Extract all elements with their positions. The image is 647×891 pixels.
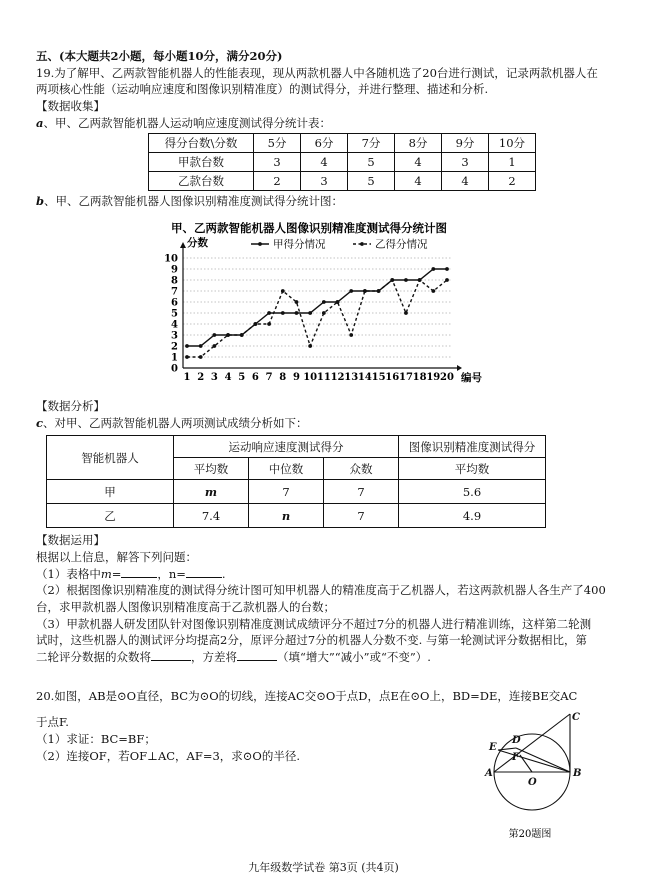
q1-end: . (221, 566, 226, 581)
q3-line-3 (36, 649, 614, 666)
x-tick-label: 3 (210, 372, 218, 383)
q3-b: ，方差将 (191, 650, 237, 665)
table-cell: 7.4 (174, 504, 249, 528)
q3-a: 二轮评分数据的众数将 (36, 650, 151, 665)
series-yi-point (377, 289, 381, 293)
apply-title: 【数据运用】 (36, 533, 105, 548)
x-tick-label: 2 (197, 372, 205, 383)
x-tick-label: 17 (398, 372, 413, 383)
series-jia-line (187, 269, 447, 346)
series-yi-point (254, 322, 258, 326)
table1-header-cell: 7分 (348, 134, 395, 153)
table1-header-cell: 6分 (301, 134, 348, 153)
table2-header (47, 436, 546, 458)
series-yi-point (418, 278, 422, 282)
table-cell: 4 (442, 172, 489, 191)
q3-c: （填“增大”“减小”或“不变”）. (277, 650, 431, 665)
robot-header: 智能机器人 (47, 436, 174, 480)
x-tick-label: 6 (251, 372, 259, 383)
table-cell: 甲 (47, 480, 174, 504)
series-yi-point (212, 344, 216, 348)
q20-part-1: （1）求证：BC=BF； (36, 732, 156, 747)
answer-blank[interactable] (121, 567, 157, 578)
table-cell: 乙款台数 (149, 172, 254, 191)
table-row (47, 480, 546, 504)
series-yi-point (185, 355, 189, 359)
x-tick-label: 1 (183, 372, 191, 383)
table-row (149, 153, 536, 172)
table-cell: 乙 (47, 504, 174, 528)
sub-header-cell: 平均数 (399, 458, 546, 480)
series-yi-point (295, 300, 299, 304)
table-cell: 4 (395, 172, 442, 191)
point-d-label: D (512, 735, 521, 746)
x-tick-label: 4 (224, 372, 232, 383)
series-jia-point (349, 289, 353, 293)
y-tick-label: 0 (171, 363, 178, 375)
analysis-table (46, 435, 546, 528)
table-cell: 3 (442, 153, 489, 172)
apply-intro: 根据以上信息，解答下列问题： (36, 550, 197, 565)
table-cell: 7 (324, 480, 399, 504)
b-text: 、甲、乙两款智能机器人图像识别精准度测试得分统计图： (44, 194, 344, 209)
x-tick-label: 10 (303, 372, 318, 383)
x-tick-label: 18 (412, 372, 427, 383)
table1-header-cell: 9分 (442, 134, 489, 153)
legend-marker (258, 242, 262, 246)
table-cell: 4 (301, 153, 348, 172)
table1-header-cell: 5分 (254, 134, 301, 153)
c-label: c (36, 415, 44, 430)
q20-line-2: 于点F. (36, 715, 69, 730)
line-of (520, 755, 532, 772)
b-label: b (36, 194, 45, 209)
series-jia-point (445, 267, 449, 271)
chart-title: 甲、乙两款智能机器人图像识别精准度测试得分统计图 (171, 221, 447, 235)
speed-score-table (148, 133, 536, 191)
series-yi-point (404, 311, 408, 315)
table-cell: m (174, 480, 249, 504)
line-ac (494, 714, 570, 772)
fig-caption: 第20题图 (508, 829, 552, 840)
a-label: a (36, 115, 44, 130)
table-cell: 5 (348, 153, 395, 172)
q20-part-2: （2）连接OF，若OF⊥AC，AF=3，求⊙O的半径. (36, 748, 301, 763)
x-axis-arrow (457, 365, 462, 371)
series-yi-line (187, 280, 447, 357)
series-yi-point (308, 344, 312, 348)
a-line (36, 115, 614, 132)
series-yi-point (336, 300, 340, 304)
analysis-title: 【数据分析】 (36, 399, 105, 413)
series-yi-point (363, 289, 367, 293)
answer-blank[interactable] (186, 567, 222, 578)
page-footer: 九年级数学试卷 第3页 (共4页) (248, 861, 399, 874)
b-line (36, 193, 614, 210)
x-tick-label: 12 (330, 372, 345, 383)
group2-header: 图像识别精准度测试得分 (399, 436, 546, 458)
point-c-label: C (572, 712, 580, 723)
q1-m: m= (100, 566, 122, 581)
series-jia-point (281, 311, 285, 315)
point-o-label: O (528, 777, 537, 788)
series-yi-point (281, 289, 285, 293)
x-tick-label: 19 (426, 372, 441, 383)
legend-marker (360, 242, 364, 246)
x-axis-label: 编号 (461, 372, 482, 384)
c-line (36, 415, 614, 432)
q2-line-2: 台，求甲款机器人图像识别精准度高于乙款机器人的台数； (36, 600, 335, 615)
x-tick-label: 9 (292, 372, 300, 383)
series-yi-point (445, 278, 449, 282)
series-yi-point (240, 333, 244, 337)
table-row (47, 504, 546, 528)
table-row (149, 172, 536, 191)
line-ed (498, 748, 516, 750)
series-jia-point (322, 300, 326, 304)
table1-header (149, 134, 536, 153)
x-tick-label: 13 (344, 372, 359, 383)
series-jia-point (431, 267, 435, 271)
y-tick-label: 9 (171, 264, 178, 276)
q19-intro-1: 19.为了解甲、乙两款智能机器人的性能表现，现从两款机器人中各随机选了20台进行测试，记录两款机器人在 (36, 65, 598, 80)
series-jia-point (199, 344, 203, 348)
table-cell: 2 (489, 172, 536, 191)
table-cell: 3 (301, 172, 348, 191)
y-axis-label: 分数 (187, 237, 208, 249)
y-tick-label: 6 (171, 297, 178, 309)
table-cell: 7 (249, 480, 324, 504)
q1-a: （1）表格中 (36, 566, 101, 581)
y-tick-label: 8 (171, 275, 178, 287)
table-cell: 1 (489, 153, 536, 172)
x-tick-label: 8 (279, 372, 287, 383)
table-cell: 甲款台数 (149, 153, 254, 172)
answer-blank[interactable] (151, 650, 191, 661)
point-a-label: A (485, 768, 493, 779)
table-cell: n (249, 504, 324, 528)
series-yi-point (431, 289, 435, 293)
x-tick-label: 16 (385, 372, 400, 383)
table-cell: 7 (324, 504, 399, 528)
series-yi-point (322, 311, 326, 315)
x-tick-label: 5 (238, 372, 246, 383)
point-e-label: E (489, 742, 497, 753)
chart-legend (251, 238, 428, 251)
c-text: 、对甲、乙两款智能机器人两项测试成绩分析如下： (43, 415, 308, 430)
table-cell: 2 (254, 172, 301, 191)
collect-title: 【数据收集】 (36, 99, 105, 114)
table-cell: 4.9 (399, 504, 546, 528)
accuracy-line-chart (139, 220, 482, 390)
table-cell: 5 (348, 172, 395, 191)
series-jia-point (308, 311, 312, 315)
series-yi-point (349, 333, 353, 337)
legend-label: 甲得分情况 (273, 238, 326, 251)
q3-line-2: 试时，这些机器人的测试评分均提高2分，原评分超过7分的机器人分数不变. 与第一轮测试评分数据相比，第 (36, 633, 587, 648)
q20-geometry-figure (470, 712, 610, 842)
answer-blank[interactable] (237, 650, 277, 661)
table1-header-cell: 8分 (395, 134, 442, 153)
y-tick-label: 7 (171, 286, 178, 298)
sub-header-cell: 众数 (324, 458, 399, 480)
q2-line-1: （2）根据图像识别精准度的测试得分统计图可知甲机器人的精准度高于乙机器人，若这两款机器人各生产了400 (36, 583, 606, 598)
q3-line-1: （3）甲款机器人研发团队针对图像识别精准度测试成绩评分不超过7分的机器人进行精准训练，这样第二轮测 (36, 616, 592, 631)
y-tick-label: 5 (171, 308, 178, 320)
x-tick-label: 14 (357, 372, 372, 383)
sub-header-cell: 平均数 (174, 458, 249, 480)
q1-n: ，n= (157, 566, 186, 581)
y-axis-arrow (180, 242, 186, 248)
series-jia-point (185, 344, 189, 348)
analysis-block (36, 398, 614, 764)
exam-page (36, 48, 614, 210)
q19-intro-2: 两项核心性能（运动响应速度和图像识别精准度）的测试得分，并进行整理、描述和分析. (36, 82, 489, 97)
series-yi-point (390, 278, 394, 282)
table-cell: 3 (254, 153, 301, 172)
y-tick-label: 10 (164, 253, 178, 265)
series-yi-point (226, 333, 230, 337)
a-text: 、甲、乙两款智能机器人运动响应速度测试得分统计表： (43, 115, 331, 130)
point-b-label: B (573, 768, 582, 779)
series-jia-point (212, 333, 216, 337)
y-tick-label: 4 (171, 319, 178, 331)
series-jia-point (267, 311, 271, 315)
table1-header-cell: 10分 (489, 134, 536, 153)
sub-header-cell: 中位数 (249, 458, 324, 480)
x-tick-label: 7 (265, 372, 273, 383)
x-tick-label: 11 (316, 372, 331, 383)
table-cell: 5.6 (399, 480, 546, 504)
group1-header: 运动响应速度测试得分 (174, 436, 399, 458)
x-tick-label: 20 (440, 372, 454, 383)
series-yi-point (199, 355, 203, 359)
y-tick-label: 1 (171, 352, 178, 364)
y-tick-label: 2 (171, 341, 178, 353)
series-yi-point (267, 322, 271, 326)
series-jia-point (295, 311, 299, 315)
series-jia-point (404, 278, 408, 282)
legend-label: 乙得分情况 (375, 238, 428, 251)
section-title: 五、(本大题共2小题，每小题10分，满分20分) (36, 49, 283, 63)
q1-line (36, 566, 614, 583)
q20-line-1: 20.如图，AB是⊙O直径，BC为⊙O的切线，连接AC交⊙O于点D，点E在⊙O上，BD=DE，连接BE交AC (36, 688, 578, 703)
point-f-label: F (512, 752, 520, 763)
y-tick-label: 3 (171, 330, 178, 342)
x-tick-label: 15 (371, 372, 386, 383)
table1-header-cell: 得分台数\分数 (149, 134, 254, 153)
table-cell: 4 (395, 153, 442, 172)
